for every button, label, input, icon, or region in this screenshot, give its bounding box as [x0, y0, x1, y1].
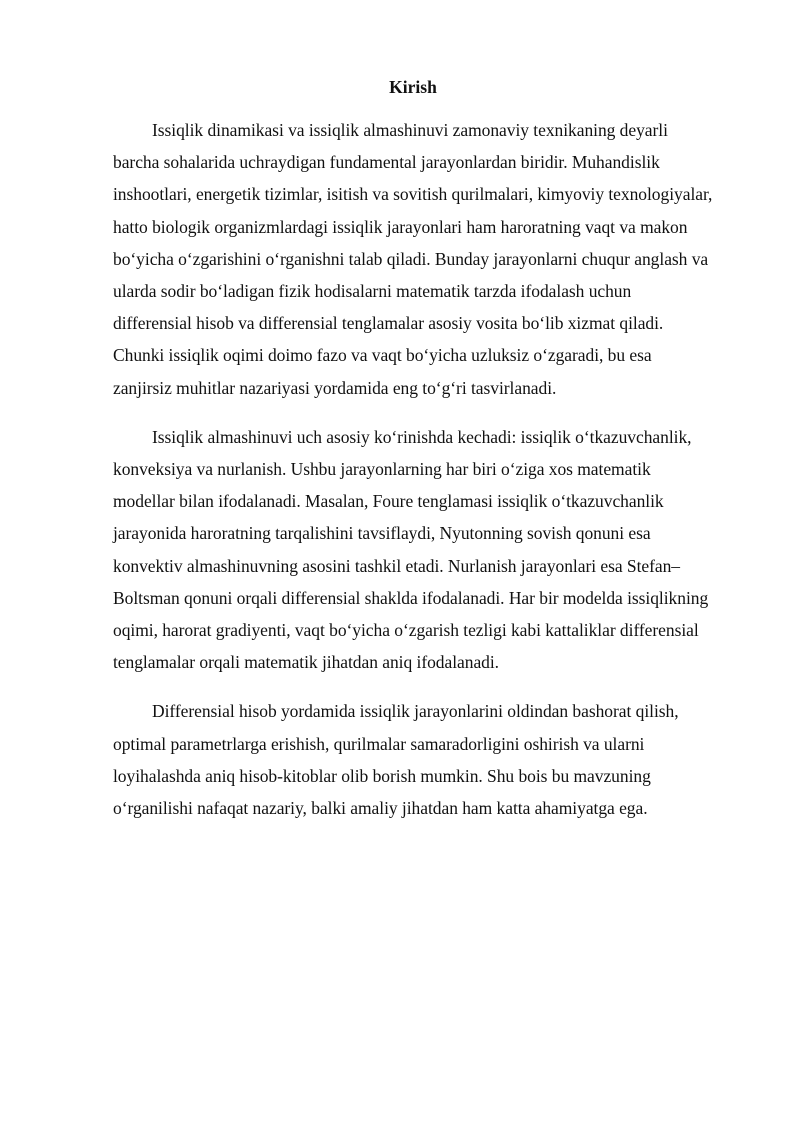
paragraph-1: Issiqlik dinamikasi va issiqlik almashinuvi zamonaviy texnikaning deyarli barcha sohalarida uchraydigan fundamental jarayonlardan biridir. Muhandislik inshootlari, energetik tizimlar, isitish va sovitish qurilmalari, kimyoviy texnologiyalar, hatto biologik organizmlardagi issiqlik jarayonlari ham haroratning vaqt va makon bo‘yicha o‘zgarishini o‘rganishni talab qiladi. Bunday jarayonlarni chuqur anglash va ularda sodir bo‘ladigan fizik hodisalarni matematik tarzda ifodalash uchun differensial hisob va differensial tenglamalar asosiy vosita bo‘lib xizmat qiladi. Chunki issiqlik oqimi doimo fazo va vaqt bo‘yicha uzluksiz o‘zgaradi, bu esa zanjirsiz muhitlar nazariyasi yordamida eng to‘g‘ri tasvirlanadi. [113, 120, 713, 398]
paragraph-2: Issiqlik almashinuvi uch asosiy ko‘rinishda kechadi: issiqlik o‘tkazuvchanlik, konveksiya va nurlanish. Ushbu jarayonlarning har biri o‘ziga xos matematik modellar bilan ifodalanadi. Masalan, Foure tenglamasi issiqlik o‘tkazuvchanlik jarayonida haroratning tarqalishini tavsiflaydi, Nyutonning sovish qonuni esa konvektiv almashinuvning asosini tashkil etadi. Nurlanish jarayonlari esa Stefan–Boltsman qonuni orqali differensial shaklda ifodalanadi. Har bir modelda issiqlikning oqimi, harorat gradiyenti, vaqt bo‘yicha o‘zgarish tezligi kabi kattaliklar differensial tenglamalar orqali matematik jihatdan aniq ifodalanadi. [113, 426, 709, 673]
paragraph-3: Differensial hisob yordamida issiqlik jarayonlarini oldindan bashorat qilish, optimal parametrlarga erishish, qurilmalar samaradorligini oshirish va ularni loyihalashda aniq hisob-kitoblar olib borish mumkin. Shu bois bu mavzuning o‘rganilishi nafaqat nazariy, balki amaliy jihatdan ham katta ahamiyatga ega. [113, 701, 679, 819]
document-body [113, 74, 713, 841]
section-title: Kirish [389, 77, 437, 97]
